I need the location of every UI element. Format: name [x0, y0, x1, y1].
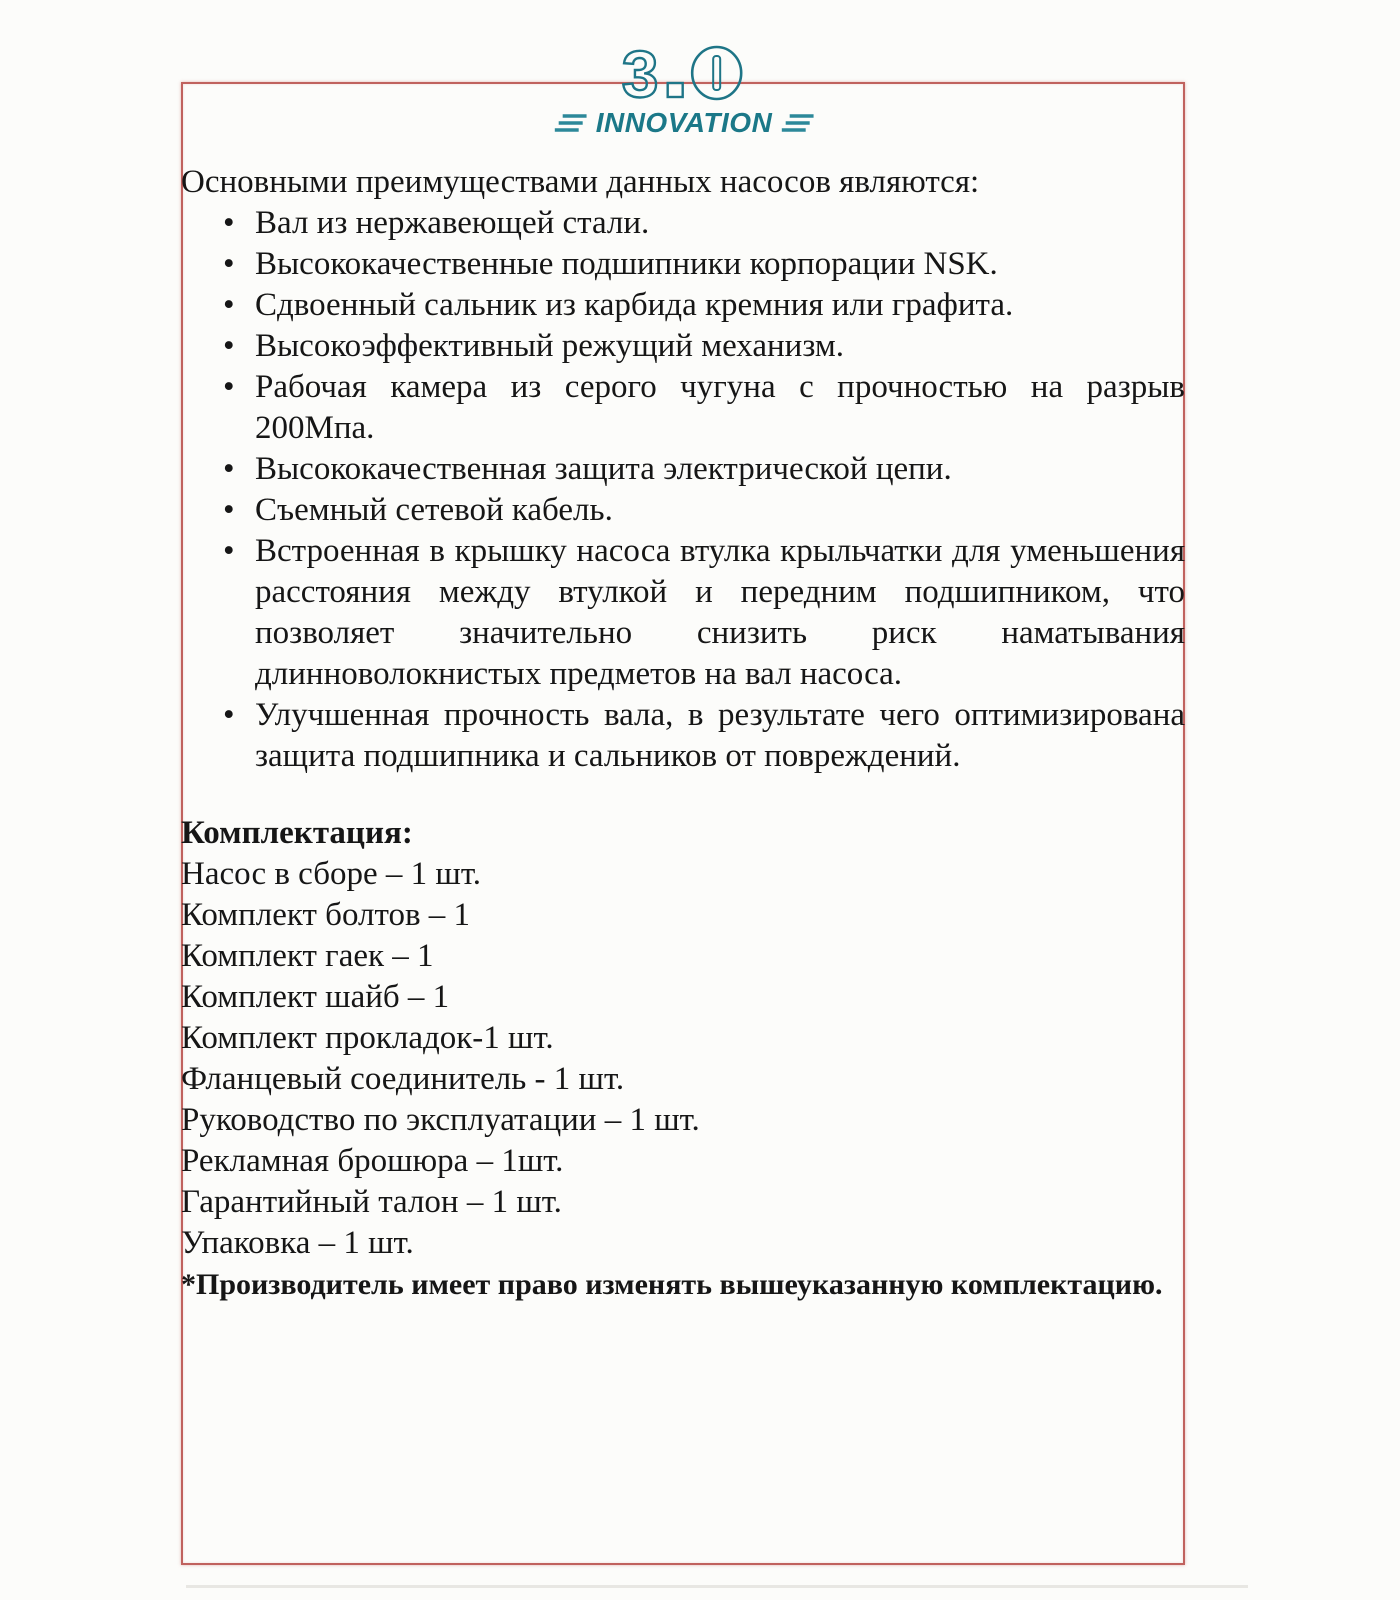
- package-item: Комплект шайб – 1: [181, 979, 450, 1015]
- package-item: Гарантийный талон – 1 шт.: [181, 1184, 562, 1220]
- list-item-text: Сдвоенный сальник из карбида кремния или графита.: [255, 287, 1014, 323]
- scan-artifact-line: [186, 1585, 1248, 1588]
- package-list: [181, 854, 1185, 1264]
- list-item: [181, 449, 1185, 490]
- list-item-text: Высококачественные подшипники корпорации NSK.: [255, 246, 998, 282]
- package-item: Рекламная брошюра – 1шт.: [181, 1143, 564, 1179]
- list-item: [181, 695, 1185, 777]
- list-item: [181, 285, 1185, 326]
- list-item: [181, 490, 1185, 531]
- list-item: [181, 531, 1185, 695]
- package-item: Руководство по эксплуатации – 1 шт.: [181, 1102, 700, 1138]
- list-item-text: Высококачественная защита электрической цепи.: [255, 451, 952, 487]
- logo-zero-circle-icon: [693, 47, 742, 99]
- list-item: [181, 367, 1185, 449]
- logo-zero-slit-icon: [714, 56, 721, 90]
- package-item: Насос в сборе – 1 шт.: [181, 856, 482, 892]
- speed-lines-right-icon: [781, 112, 813, 134]
- list-item-text: Высокоэффективный режущий механизм.: [255, 328, 845, 364]
- logo-dot-square-icon: [668, 83, 683, 97]
- package-heading: Комплектация:: [181, 815, 413, 851]
- package-item: Комплект прокладок-1 шт.: [181, 1020, 554, 1056]
- manufacturer-note: *Производитель имеет право изменять вышеуказанную комплектацию.: [181, 1268, 1163, 1301]
- list-item-text: Встроенная в крышку насоса втулка крыльчатки для уменьшения расстояния между втулкой и передним подшипником, что позволяет значительно снизить риск наматывания длинноволокнистых предметов на вал насоса.: [255, 533, 1185, 692]
- list-item-text: Рабочая камера из серого чугуна с прочностью на разрыв 200Мпа.: [255, 369, 1185, 446]
- brand-logo: [555, 44, 814, 139]
- innovation-wordmark: INNOVATION: [595, 107, 773, 138]
- document-body: [181, 84, 1185, 1304]
- list-item: [181, 203, 1185, 244]
- speed-lines-left-icon: [555, 112, 587, 134]
- list-item-text: Улучшенная прочность вала, в результате чего оптимизирована защита подшипника и сальников от повреждений.: [255, 697, 1185, 774]
- package-item: Комплект гаек – 1: [181, 938, 434, 974]
- logo-digit-three: 3: [622, 44, 659, 104]
- advantages-list: [181, 203, 1185, 777]
- package-item: Упаковка – 1 шт.: [181, 1225, 414, 1261]
- package-item: Фланцевый соединитель - 1 шт.: [181, 1061, 625, 1097]
- list-item-text: Съемный сетевой кабель.: [255, 492, 613, 528]
- logo-numeral-3-0: [620, 44, 748, 104]
- list-item: [181, 326, 1185, 367]
- list-item-text: Вал из нержавеющей стали.: [255, 205, 650, 241]
- intro-paragraph: Основными преимуществами данных насосов являются:: [181, 164, 980, 200]
- package-item: Комплект болтов – 1: [181, 897, 471, 933]
- list-item: [181, 244, 1185, 285]
